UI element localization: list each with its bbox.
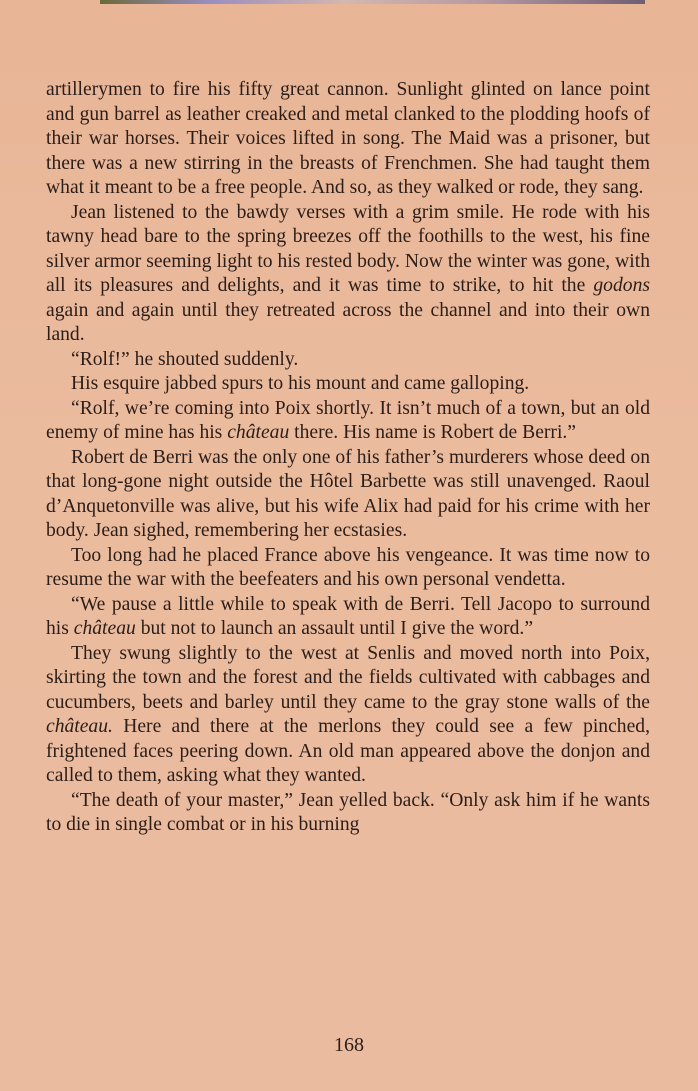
- italic-word: godons: [593, 275, 650, 296]
- paragraph: “We pause a little while to speak with de Berri. Tell Jacopo to surround his château but not to launch an assault until I give the word.”: [46, 593, 650, 639]
- italic-word: château: [227, 422, 290, 443]
- paragraph: His esquire jabbed spurs to his mount and came galloping.: [71, 373, 530, 394]
- paragraph: “Rolf, we’re coming into Poix shortly. It isn’t much of a town, but an old enemy of mine has his château there. His name is Robert de Berri.”: [46, 397, 650, 443]
- body-text: [46, 78, 650, 838]
- paragraph: Jean listened to the bawdy verses with a grim smile. He rode with his tawny head bare to the spring breezes off the foothills to the west, his fine silver armor seeming light to his rested body. Now the winter was gone, with all its pleasures and delights, and it was time to strike, to hit the godons again and again until they retreated across the channel and into their own land.: [46, 201, 650, 345]
- paragraph: artillerymen to fire his fifty great cannon. Sunlight glinted on lance point and gun barrel as leather creaked and metal clanked to the plodding hoofs of their war horses. Their voices lifted in song. The Maid was a prisoner, but there was a new stirring in the breasts of Frenchmen. She had taught them what it meant to be a free people. And so, as they walked or rode, they sang.: [46, 79, 650, 198]
- italic-word: château: [73, 618, 136, 639]
- paragraph: Too long had he placed France above his vengeance. It was time now to resume the war with the beefeaters and his own personal vendetta.: [46, 544, 650, 590]
- paragraph: “Rolf!” he shouted suddenly.: [71, 348, 299, 370]
- paragraph: They swung slightly to the west at Senlis and moved north into Poix, skirting the town and the forest and the fields cultivated with cabbages and cucumbers, beets and barley until they came to the gray stone walls of the château. Here and there at the merlons they could see a few pinched, frightened faces peering down. An old man appeared above the donjon and called to them, asking what they wanted.: [46, 642, 650, 786]
- paragraph: “The death of your master,” Jean yelled back. “Only ask him if he wants to die in single combat or in his burning: [46, 789, 650, 835]
- page-number: 168: [334, 1034, 364, 1056]
- italic-word: château.: [46, 716, 113, 737]
- page-top-edge: [100, 0, 645, 4]
- paragraph: Robert de Berri was the only one of his father’s murderers whose deed on that long-gone night outside the Hôtel Barbette was still unavenged. Raoul d’Anquetonville was alive, but his wife Alix had paid for his crime with her body. Jean sighed, remembering her ecstasies.: [46, 446, 650, 541]
